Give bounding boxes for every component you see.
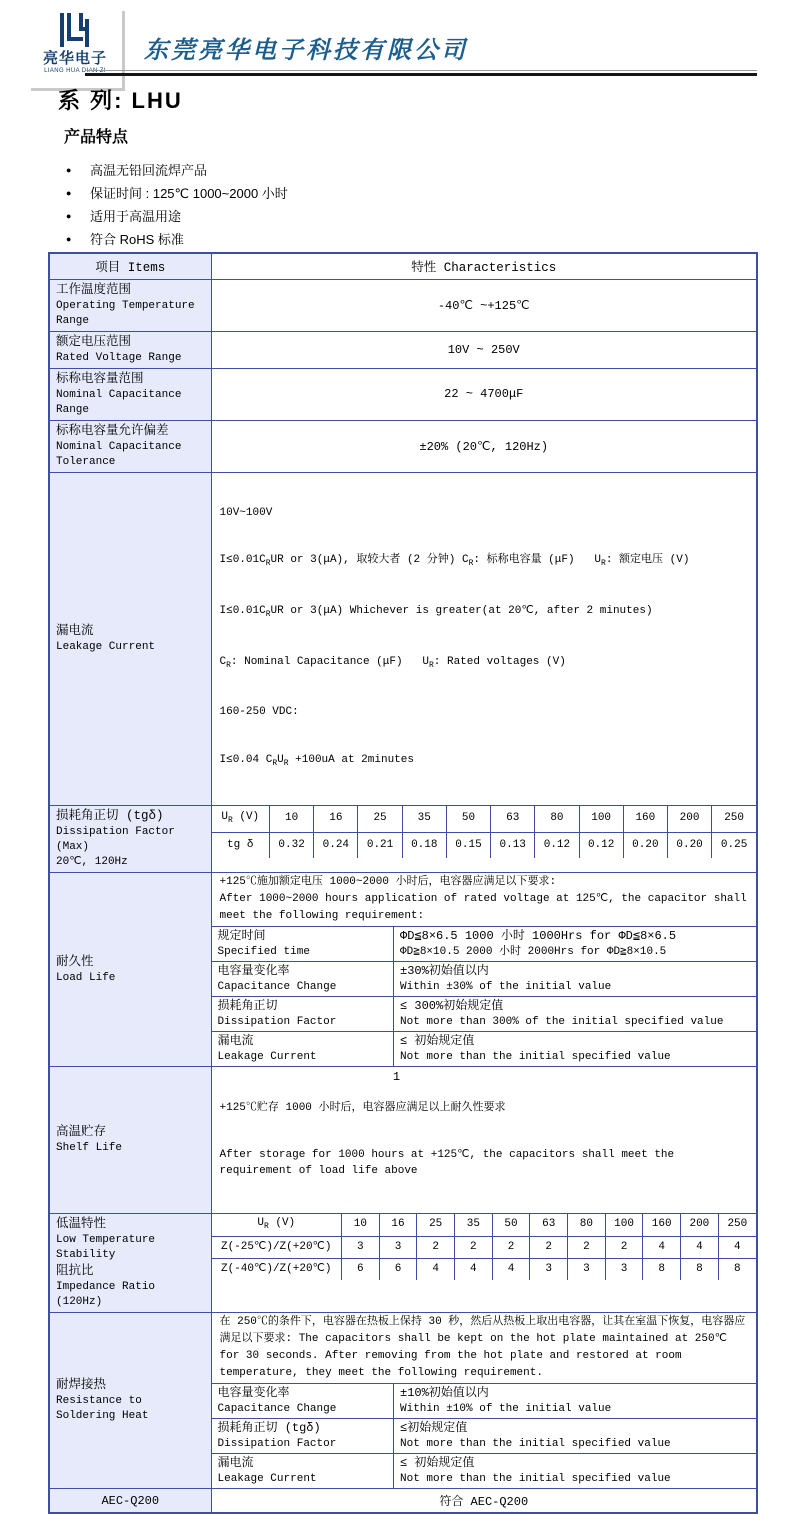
logo-name-en: LIANG HUA DIAN ZI (44, 68, 106, 74)
voltage-row (212, 806, 757, 832)
sub-row: 电容量变化率 Capacitance Change ±10%初始值以内 Within ±10% of the initial value (212, 1384, 757, 1419)
features-list (64, 159, 288, 251)
value-cell: 35 (402, 806, 446, 832)
characteristics-header: 特性 Characteristics (211, 253, 757, 279)
value-cell: 100 (579, 806, 623, 832)
voltage-header-cell: $U_R$ (V) (212, 806, 270, 832)
z40-label-cell: Z(-40℃)/Z(+20℃) (212, 1258, 342, 1280)
row-label: 高温贮存 Shelf Life (49, 1067, 211, 1214)
value-cell: 250 (718, 1214, 756, 1236)
value-cell: 63 (491, 806, 535, 832)
z25-row (212, 1236, 757, 1258)
value-cell: 0.13 (491, 832, 535, 858)
value-cell: 3 (379, 1236, 417, 1258)
value-cell: 16 (314, 806, 358, 832)
dissipation-factor-row (49, 806, 757, 873)
sub-row: 漏电流 Leakage Current ≤ 初始规定值 Not more than the initial specified value (212, 1454, 757, 1489)
value-cell: 2 (417, 1236, 455, 1258)
value-cell: 8 (643, 1258, 681, 1280)
feature-item: ● 高温无铅回流焊产品 (64, 159, 288, 182)
value-cell: 0.25 (712, 832, 756, 858)
value-cell: 4 (681, 1236, 719, 1258)
value-cell: 3 (342, 1236, 380, 1258)
value-cell: 200 (681, 1214, 719, 1236)
capacitance-range-row (49, 368, 757, 420)
load-life-detail-cell (211, 873, 757, 1067)
company-logo (28, 8, 122, 88)
sub-row: 电容量变化率 Capacitance Change ±30%初始值以内 Within ±30% of the initial value (212, 962, 757, 997)
value-cell: 100 (605, 1214, 643, 1236)
row-label: 标称电容量允许偏差 Nominal Capacitance Tolerance (49, 420, 211, 472)
value-cell: 160 (643, 1214, 681, 1236)
value-cell: 0.12 (579, 832, 623, 858)
value-cell: 80 (568, 1214, 606, 1236)
value-cell: 2 (530, 1236, 568, 1258)
value-cell: 10 (342, 1214, 380, 1236)
load-life-table (212, 926, 757, 1066)
series-title: 系 列: LHU (58, 88, 183, 113)
value-cell: 25 (417, 1214, 455, 1236)
spec-table (48, 252, 758, 1514)
value-cell: 4 (492, 1258, 530, 1280)
soldering-table (212, 1383, 757, 1488)
dissipation-subtable-cell (211, 806, 757, 873)
value-cell: 50 (446, 806, 490, 832)
value-cell: 80 (535, 806, 579, 832)
value-cell: 6 (342, 1258, 380, 1280)
shelf-life-row (49, 1067, 757, 1214)
dissipation-table (212, 806, 757, 858)
shelf-life-text: +125℃贮存 1000 小时后，电容器应满足以上耐久性要求 After storage for 1000 hours at +125℃, the capacitors shall meet the requirement of load life above (211, 1067, 757, 1214)
value-cell: 0.20 (623, 832, 667, 858)
load-life-row (49, 873, 757, 1067)
feature-item: ● 适用于高温用途 (64, 205, 288, 228)
row-label: 标称电容量范围 Nominal Capacitance Range (49, 368, 211, 420)
value-cell: 4 (718, 1236, 756, 1258)
z40-row (212, 1258, 757, 1280)
value-cell: 2 (492, 1236, 530, 1258)
voltage-row (212, 1214, 757, 1236)
row-label: 耐焊接热 Resistance to Soldering Heat (49, 1313, 211, 1489)
voltage-header-cell: $U_R$ (V) (212, 1214, 342, 1236)
sub-row: 规定时间 Specified time ΦD≦8×6.5 1000 小时 1000Hrs for ΦD≦8×6.5 ΦD≧8×10.5 2000 小时 2000Hrs for ΦD≧8×10.5 (212, 927, 757, 962)
aec-value: 符合 AEC-Q200 (211, 1489, 757, 1513)
bullet-icon: ● (66, 234, 72, 244)
tg-label-cell: tg δ (212, 832, 270, 858)
value-cell: 2 (568, 1236, 606, 1258)
value-cell: 8 (681, 1258, 719, 1280)
sub-row: 损耗角正切 Dissipation Factor ≤ 300%初始规定值 Not more than 300% of the initial specified value (212, 997, 757, 1032)
sub-row: 漏电流 Leakage Current ≤ 初始规定值 Not more than the initial specified value (212, 1032, 757, 1067)
value-cell: 0.18 (402, 832, 446, 858)
value-cell: 0.20 (667, 832, 711, 858)
leakage-current-row (49, 472, 757, 806)
bullet-icon: ● (66, 211, 72, 221)
value-cell: 0.15 (446, 832, 490, 858)
value-cell: 4 (643, 1236, 681, 1258)
value-cell: 10 (270, 806, 314, 832)
row-value: -40℃ ~+125℃ (211, 279, 757, 331)
value-cell: 0.32 (270, 832, 314, 858)
value-cell: 8 (718, 1258, 756, 1280)
feature-item: ● 保证时间 : 125℃ 1000~2000 小时 (64, 182, 288, 205)
row-label: 耐久性 Load Life (49, 873, 211, 1067)
value-cell: 2 (455, 1236, 493, 1258)
row-label: 漏电流 Leakage Current (49, 472, 211, 806)
items-header: 项目 Items (49, 253, 211, 279)
soldering-heat-row (49, 1313, 757, 1489)
rated-voltage-row (49, 331, 757, 368)
sub-row: 损耗角正切 (tgδ) Dissipation Factor ≤初始规定值 Not more than the initial specified value (212, 1419, 757, 1454)
low-temp-subtable-cell (211, 1214, 757, 1313)
bullet-icon: ● (66, 188, 72, 198)
table-header-row (49, 253, 757, 279)
row-label: 低温特性 Low Temperature Stability 阻抗比 Impedance Ratio (120Hz) (49, 1214, 211, 1313)
operating-temp-row (49, 279, 757, 331)
z25-label-cell: Z(-25℃)/Z(+20℃) (212, 1236, 342, 1258)
header-rule (85, 70, 757, 76)
logo-mark-icon (54, 11, 96, 51)
value-cell: 2 (605, 1236, 643, 1258)
value-cell: 0.24 (314, 832, 358, 858)
company-name: 东莞亮华电子科技有限公司 (144, 38, 468, 64)
row-value: ±20% (20℃, 120Hz) (211, 420, 757, 472)
row-label: 损耗角正切 (tgδ) Dissipation Factor (Max) 20℃, 120Hz (49, 806, 211, 873)
value-cell: 63 (530, 1214, 568, 1236)
value-cell: 3 (530, 1258, 568, 1280)
value-cell: 35 (455, 1214, 493, 1236)
value-cell: 6 (379, 1258, 417, 1280)
value-cell: 16 (379, 1214, 417, 1236)
value-cell: 25 (358, 806, 402, 832)
row-label: 工作温度范围 Operating Temperature Range (49, 279, 211, 331)
value-cell: 200 (667, 806, 711, 832)
value-cell: 3 (605, 1258, 643, 1280)
logo-name-zh: 亮华电子 (42, 50, 107, 67)
tg-row (212, 832, 757, 858)
value-cell: 4 (417, 1258, 455, 1280)
value-cell: 0.21 (358, 832, 402, 858)
tolerance-row (49, 420, 757, 472)
load-life-intro: +125℃施加额定电压 1000~2000 小时后，电容器应满足以下要求: After 1000~2000 hours application of rated voltage at 125℃, the capacitor shall meet the following requirement: (219, 876, 747, 923)
value-cell: 3 (568, 1258, 606, 1280)
row-value: 10V ~ 250V (211, 331, 757, 368)
soldering-intro: 在 250℃的条件下，电容器在热板上保持 30 秒，然后从热板上取出电容器，让其在室温下恢复，电容器应满足以下要求: The capacitors shall be kept on the hot plate maintained at 250℃ for 30 seconds. After removing from the hot plate and restored at room temperature, they meet the following requirement. (219, 1316, 746, 1380)
aec-q200-row (49, 1489, 757, 1513)
bullet-icon: ● (66, 165, 72, 175)
product-features (64, 124, 288, 251)
value-cell: 160 (623, 806, 667, 832)
value-cell: 50 (492, 1214, 530, 1236)
row-label: 额定电压范围 Rated Voltage Range (49, 331, 211, 368)
low-temp-row (49, 1214, 757, 1313)
value-cell: 0.12 (535, 832, 579, 858)
value-cell: 4 (455, 1258, 493, 1280)
row-value: 22 ~ 4700μF (211, 368, 757, 420)
features-heading: 产品特点 (64, 129, 129, 146)
value-cell: 250 (712, 806, 756, 832)
leakage-spec-text: 10V~100V $I\le 0.01C_RUR$ or 3(μA), 取较大者 (2 分钟) $C_R$: 标称电容量 (μF) $U_R$: 额定电压 (V) $I\le 0.01C_RUR$ or 3(μA) Whichever is greater(at 20℃, after 2 minutes) $C_R$: Nominal Capacitance (μF) $U_R$: Rated voltages (V) 160-250 VDC: I≤0.04 $C_RU_R +100uA$ at 2minutes (211, 472, 757, 806)
soldering-detail-cell (211, 1313, 757, 1489)
impedance-table (212, 1214, 757, 1280)
aec-label: AEC-Q200 (49, 1489, 211, 1513)
page-number: 1 (392, 1070, 401, 1084)
feature-item: ● 符合 RoHS 标准 (64, 228, 288, 251)
